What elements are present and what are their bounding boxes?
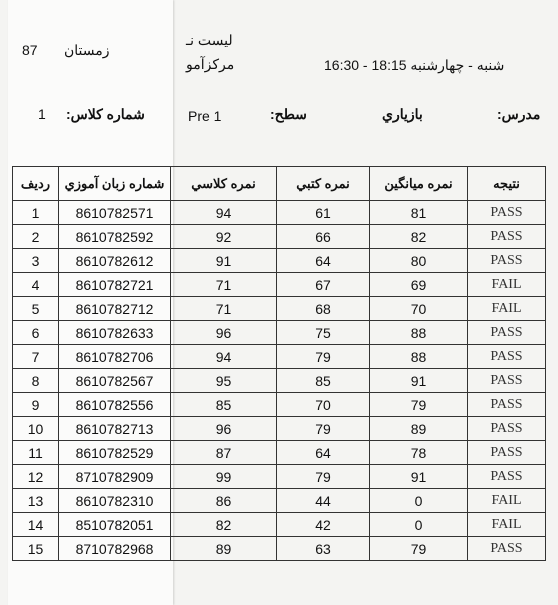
result-cell: PASS	[468, 537, 546, 561]
student-number-cell: 8610782556	[59, 393, 171, 417]
row-number-cell: 3	[13, 249, 59, 273]
written-grade-cell: 79	[277, 465, 370, 489]
result-cell: PASS	[468, 417, 546, 441]
student-number-cell: 8710782909	[59, 465, 171, 489]
class-grade-cell: 96	[171, 417, 277, 441]
table-row	[13, 393, 546, 417]
result-cell: PASS	[468, 345, 546, 369]
grades-table	[12, 166, 546, 561]
row-number-cell: 10	[13, 417, 59, 441]
class-grade-cell: 71	[171, 297, 277, 321]
row-number-cell: 14	[13, 513, 59, 537]
class-number-label: شماره کلاس:	[66, 106, 145, 122]
table-row	[13, 201, 546, 225]
class-schedule: شنبه - چهارشنبه 18:15 - 16:30	[324, 57, 505, 73]
teacher-label: مدرس:	[497, 106, 541, 122]
class-grade-cell: 91	[171, 249, 277, 273]
student-number-cell: 8710782968	[59, 537, 171, 561]
table-row	[13, 345, 546, 369]
average-grade-cell: 80	[370, 249, 468, 273]
result-cell: PASS	[468, 225, 546, 249]
table-row	[13, 321, 546, 345]
written-grade-cell: 61	[277, 201, 370, 225]
class-number-value: 1	[38, 106, 46, 122]
table-row	[13, 489, 546, 513]
center-partial: مرکزآمو	[186, 56, 235, 72]
result-cell: FAIL	[468, 489, 546, 513]
class-grade-cell: 89	[171, 537, 277, 561]
row-number-cell: 15	[13, 537, 59, 561]
average-grade-cell: 69	[370, 273, 468, 297]
written-grade-cell: 64	[277, 249, 370, 273]
written-grade-cell: 75	[277, 321, 370, 345]
table-row	[13, 513, 546, 537]
level-value: Pre 1	[188, 108, 222, 124]
student-number-cell: 8610782310	[59, 489, 171, 513]
class-grade-cell: 94	[171, 345, 277, 369]
class-grade-cell: 87	[171, 441, 277, 465]
student-number-cell: 8610782633	[59, 321, 171, 345]
average-grade-cell: 78	[370, 441, 468, 465]
table-row	[13, 297, 546, 321]
average-grade-cell: 91	[370, 465, 468, 489]
row-number-cell: 4	[13, 273, 59, 297]
class-grade-cell: 71	[171, 273, 277, 297]
average-grade-cell: 82	[370, 225, 468, 249]
student-number-cell: 8610782712	[59, 297, 171, 321]
header-student-number: شماره زبان آموزي	[59, 167, 171, 201]
student-number-cell: 8510782051	[59, 513, 171, 537]
header-result: نتيجه	[468, 167, 546, 201]
class-grade-cell: 82	[171, 513, 277, 537]
average-grade-cell: 89	[370, 417, 468, 441]
row-number-cell: 12	[13, 465, 59, 489]
table-row	[13, 465, 546, 489]
written-grade-cell: 79	[277, 417, 370, 441]
average-grade-cell: 81	[370, 201, 468, 225]
average-grade-cell: 79	[370, 537, 468, 561]
written-grade-cell: 67	[277, 273, 370, 297]
header-written-grade: نمره کتبي	[277, 167, 370, 201]
written-grade-cell: 66	[277, 225, 370, 249]
result-cell: PASS	[468, 369, 546, 393]
result-cell: FAIL	[468, 273, 546, 297]
result-cell: PASS	[468, 441, 546, 465]
level-label: سطح:	[270, 106, 307, 122]
class-grade-cell: 85	[171, 393, 277, 417]
row-number-cell: 1	[13, 201, 59, 225]
result-cell: PASS	[468, 465, 546, 489]
student-number-cell: 8610782592	[59, 225, 171, 249]
table-row	[13, 273, 546, 297]
table-row	[13, 417, 546, 441]
result-cell: FAIL	[468, 297, 546, 321]
written-grade-cell: 70	[277, 393, 370, 417]
table-row	[13, 441, 546, 465]
student-number-cell: 8610782721	[59, 273, 171, 297]
result-cell: PASS	[468, 321, 546, 345]
table-row	[13, 537, 546, 561]
class-grade-cell: 92	[171, 225, 277, 249]
class-grade-cell: 99	[171, 465, 277, 489]
written-grade-cell: 42	[277, 513, 370, 537]
written-grade-cell: 85	[277, 369, 370, 393]
student-number-cell: 8610782567	[59, 369, 171, 393]
class-grade-cell: 96	[171, 321, 277, 345]
average-grade-cell: 91	[370, 369, 468, 393]
student-number-cell: 8610782706	[59, 345, 171, 369]
result-cell: FAIL	[468, 513, 546, 537]
term-label: زمستان	[64, 42, 110, 58]
written-grade-cell: 64	[277, 441, 370, 465]
student-number-cell: 8610782713	[59, 417, 171, 441]
title-partial: لیست نـ	[186, 32, 233, 48]
written-grade-cell: 63	[277, 537, 370, 561]
class-grade-cell: 86	[171, 489, 277, 513]
class-grade-cell: 94	[171, 201, 277, 225]
row-number-cell: 6	[13, 321, 59, 345]
table-header-row	[13, 167, 546, 201]
row-number-cell: 11	[13, 441, 59, 465]
table-row	[13, 249, 546, 273]
result-cell: PASS	[468, 249, 546, 273]
result-cell: PASS	[468, 201, 546, 225]
header-average-grade: نمره ميانگين	[370, 167, 468, 201]
average-grade-cell: 0	[370, 513, 468, 537]
table-row	[13, 369, 546, 393]
average-grade-cell: 0	[370, 489, 468, 513]
average-grade-cell: 79	[370, 393, 468, 417]
result-cell: PASS	[468, 393, 546, 417]
student-number-cell: 8610782612	[59, 249, 171, 273]
written-grade-cell: 44	[277, 489, 370, 513]
row-number-cell: 13	[13, 489, 59, 513]
written-grade-cell: 68	[277, 297, 370, 321]
written-grade-cell: 79	[277, 345, 370, 369]
row-number-cell: 5	[13, 297, 59, 321]
teacher-name: بازياري	[382, 106, 423, 122]
row-number-cell: 7	[13, 345, 59, 369]
row-number-cell: 8	[13, 369, 59, 393]
average-grade-cell: 88	[370, 345, 468, 369]
student-number-cell: 8610782571	[59, 201, 171, 225]
average-grade-cell: 70	[370, 297, 468, 321]
header-row-number: رديف	[13, 167, 59, 201]
class-grade-cell: 95	[171, 369, 277, 393]
average-grade-cell: 88	[370, 321, 468, 345]
row-number-cell: 2	[13, 225, 59, 249]
student-number-cell: 8610782529	[59, 441, 171, 465]
header-class-grade: نمره کلاسي	[171, 167, 277, 201]
table-row	[13, 225, 546, 249]
term-number: 87	[22, 42, 38, 58]
row-number-cell: 9	[13, 393, 59, 417]
